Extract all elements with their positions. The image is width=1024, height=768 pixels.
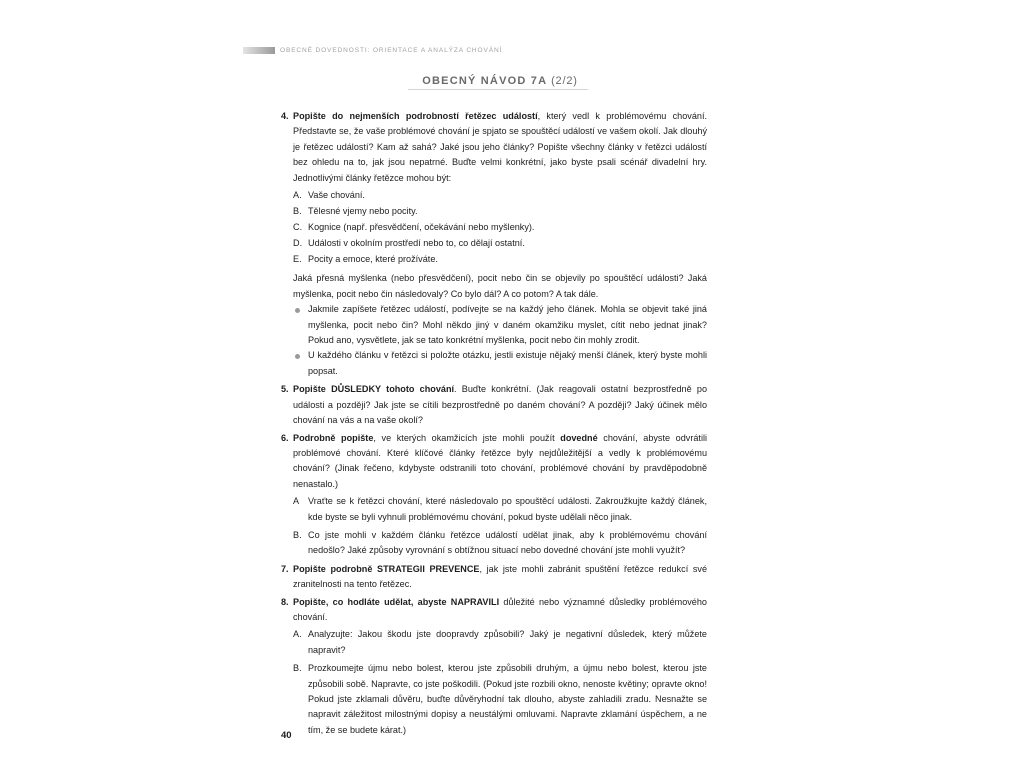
item-4-text <box>293 109 707 186</box>
sub-letter: C. <box>293 222 303 233</box>
title-underline <box>408 89 588 90</box>
item-4-bullets <box>293 302 707 379</box>
sub-text: Pocity a emoce, které prožíváte. <box>308 254 438 265</box>
sub-item <box>293 204 707 219</box>
sub-letter: E. <box>293 254 302 265</box>
item-8 <box>281 595 707 626</box>
item-8-body: důležité nebo významné důsledky problémového chování. <box>293 596 707 622</box>
item-6-body-1: , ve kterých okamžicích jste mohli použít <box>373 432 561 443</box>
item-4-lead: Popište do nejmenších podrobností řetězec událostí <box>293 111 538 121</box>
item-number: 6. <box>281 432 289 443</box>
sub-item <box>293 220 707 235</box>
sub-letter: A <box>293 496 300 507</box>
item-4-sublist <box>293 188 707 267</box>
item-4-body: , který vedl k problémovému chování. Představte se, že vaše problémové chování je spjato se spouštěcí událostí ve vašem okolí. Jak dlouhý je řetězec událostí? Kam až sahá? Jaké jsou jeho články? Popište všechny články v řetězci událostí bez ohledu na to, jak jsou nepatrné. Buďte velmi konkrétní, jako byste psali scénář divadelní hry. Jednotlivými články řetězce mohou být: <box>293 111 707 183</box>
sub-text: Kognice (např. přesvědčení, očekávání nebo myšlenky). <box>308 222 535 233</box>
item-6-lead: Podrobně popište <box>293 432 374 443</box>
item-7-lead-emph: STRATEGII PREVENCE <box>377 563 480 574</box>
item-7-text <box>293 562 707 593</box>
sub-item <box>293 188 707 203</box>
sub-item <box>293 661 707 738</box>
running-head <box>243 47 502 54</box>
item-number: 5. <box>281 384 289 395</box>
instruction-content <box>281 109 707 741</box>
sub-text: Vaše chování. <box>308 190 365 201</box>
bullet-icon <box>295 308 300 313</box>
item-8-sublist <box>293 627 707 738</box>
sub-text: Tělesné vjemy nebo pocity. <box>308 206 418 217</box>
item-number: 4. <box>281 111 289 121</box>
item-5-text <box>293 382 707 428</box>
sub-letter: B. <box>293 206 302 217</box>
item-6-emph: dovedné <box>560 432 598 443</box>
page-title <box>400 75 600 87</box>
item-number: 7. <box>281 563 289 574</box>
bullet-icon <box>295 354 300 359</box>
sub-letter: A. <box>293 629 302 640</box>
item-6-text <box>293 431 707 493</box>
item-6 <box>281 431 707 493</box>
bullet-text: U každého článku v řetězci si položte otázku, jestli existuje nějaký menší článek, který byste mohli popsat. <box>308 350 707 376</box>
sub-text: Analyzujte: Jakou škodu jste doopravdy způsobili? Jaký je negativní důsledek, který můžete napravit? <box>308 629 707 655</box>
item-number: 8. <box>281 596 289 607</box>
sub-item <box>293 528 707 559</box>
item-8-text <box>293 595 707 626</box>
sub-item <box>293 252 707 267</box>
item-7-lead-1: Popište podrobně <box>293 563 378 574</box>
running-head-bar <box>243 47 275 54</box>
item-7 <box>281 562 707 593</box>
sub-letter: B. <box>293 529 302 540</box>
sub-text: Prozkoumejte újmu nebo bolest, kterou jste způsobili druhým, a újmu nebo bolest, kterou jste způsobili sobě. Napravte, co jste poškodili. (Pokud jste rozbili okno, nenoste květiny; opravte okno! Pokud jste zklamali důvěru, buďte důvěryhodní tak dlouho, abyste zahladili zradu. Nesnažte se napravit záležitost milostnými dopisy a neustálými omluvami. Napravte zklamání úspěchem, a ne tím, že se budete kárat.) <box>308 663 707 735</box>
sub-text: Vraťte se k řetězci chování, které následovalo po spouštěcí události. Zakroužkujte každý článek, kde byste se byli vyhnuli problémovému chování, pokud byste udělali něco jinak. <box>308 496 707 522</box>
page-number: 40 <box>281 730 292 741</box>
item-6-body-2: chování, abyste odvrátili problémové chování. Které klíčové články řetězce byly nejdůležitější a vedly k problémovému chování? (Jinak řečeno, kdybyste odstranili toto chování, problémové chování by pravděpodobně nenastalo.) <box>293 432 708 489</box>
sub-text: Události v okolním prostředí nebo to, co dělají ostatní. <box>308 238 525 249</box>
sub-item <box>293 494 707 525</box>
item-8-lead-emph: NAPRAVILI <box>450 596 500 607</box>
bullet-item <box>293 348 707 379</box>
item-4 <box>281 109 707 186</box>
item-6-sublist <box>293 494 707 559</box>
bullet-text: Jakmile zapíšete řetězec událostí, podívejte se na každý jeho článek. Mohla se objevit také jiná myšlenka, pocit nebo čin? Mohl někdo jiný v daném okamžiku myslet, cítit nebo jednat jinak? Pokud ano, vysvětlete, jak se tato konkrétní myšlenka, pocit nebo čin mohly zrodit. <box>308 304 707 346</box>
item-4-paragraph: Jaká přesná myšlenka (nebo přesvědčení), pocit nebo čin se objevily po spouštěcí události? Jaká myšlenka, pocit nebo čin následovaly? Co bylo dál? A co potom? A tak dále. <box>293 273 707 299</box>
running-head-text: OBECNÉ DOVEDNOSTI: ORIENTACE A ANALÝZA CHOVÁNÍ <box>280 47 503 54</box>
bullet-item <box>293 302 707 348</box>
item-5-lead-emph: DŮSLEDKY <box>331 384 381 395</box>
page-title-main: OBECNÝ NÁVOD 7A <box>422 75 547 87</box>
item-5 <box>281 382 707 428</box>
sub-text: Co jste mohli v každém článku řetězce událostí udělat jinak, aby k problémovému chování nedošlo? Jaké způsoby vyrovnání s obtížnou situací nebo dovedné chování jste mohli využít? <box>308 529 707 556</box>
item-8-lead-1: Popište, co hodláte udělat, abyste <box>293 596 451 607</box>
sub-letter: A. <box>293 190 302 201</box>
sub-letter: D. <box>293 238 303 249</box>
sub-item <box>293 236 707 251</box>
item-5-lead-1: Popište <box>293 384 332 395</box>
page-title-part: (2/2) <box>551 75 578 87</box>
item-7-body: , jak jste mohli zabránit spuštění řetězce redukcí své zranitelnosti na tento řetězec. <box>293 563 707 590</box>
item-5-body: . Buďte konkrétní. (Jak reagovali ostatní bezprostředně po události a později? Jak jste se cítili bezprostředně po daném chování? A později? Jaký účinek mělo chování na vás a na vaše okolí? <box>293 384 707 426</box>
sub-letter: B. <box>293 663 302 674</box>
item-5-lead-2: tohoto chování <box>380 384 455 395</box>
sub-item <box>293 627 707 658</box>
